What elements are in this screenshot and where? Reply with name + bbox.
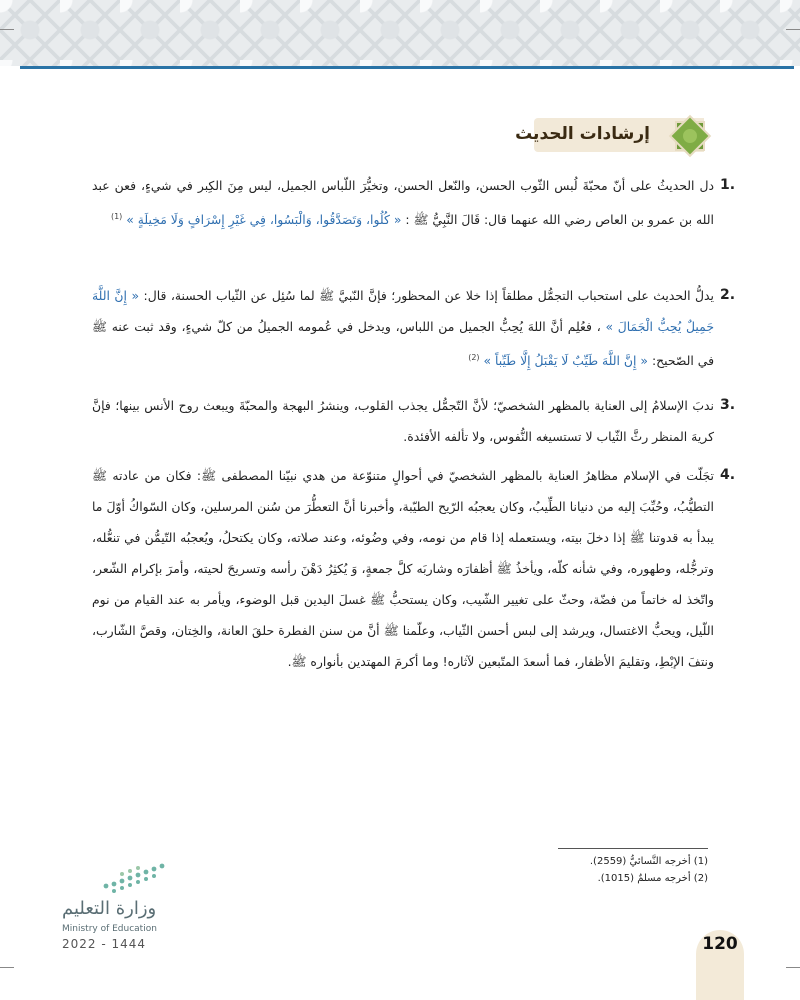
item-text: تجَلّت في الإسلام مظاهرُ العناية بالمظهر الشخصيّ في أحوالٍ متنوّعة من هدي نبيّنا المصطفى ﷺ: فكان من عادته ﷺ التطيُّبُ، وحُبِّبَ إليه من دنيانا الطِّيبُ، وكان يعجبُه الرّيح الطيّبة، وأخبرنا أنَّ التعطُّرَ من سُنن المرسلين، وكان السّواكُ أوّلَ ما يبدأ به قدوتنا ﷺ إذا دخلَ بيته، ويستعمله إذا قام من نومه، وفي وضُوئه، وعند صلاته، وكان يكتحلُ، ويُعجبُه التّيمُّن في تنعُّله، وترجُّله، وطهوره، وفي شأنه كلّه، ويأخذُ ﷺ أظفارَه وشاربَه كلَّ جمعةٍ، وَ يُكثِرُ دَهْنَ رأسه وتسريحَ لحيته، وأمرَ بإكرام الشّعر، واتّخذ له خاتماً من فضّة، وحثّ على تغيير الشّيب، وكان يستحبُّ ﷺ غسلَ اليدين قبل الوضوء، ويأمر به عند القيام من نوم اللّيل، ويحبُّ الاغتسال، ويرشد إلى لبس أحسن الثّياب، وعلّمنا ﷺ أنَّ من سنن الفطرة حلقَ العانة، والخِتان، وقصَّ الشّارب، ونتفَ الإبْطِ، وتقليمَ الأظفار، فما أسعدَ المتّبعين لآثاره! وما أكرمَ المهتدين بأنواره ﷺ. <box>92 468 714 669</box>
crop-mark <box>0 967 14 968</box>
list-item-1 <box>92 170 736 235</box>
top-accent-line <box>20 66 794 69</box>
crop-mark <box>786 29 800 30</box>
item-text: دل الحديثُ على أنّ محبّةَ لُبس الثّوب الحسن، والنّعل الحسن، وتخيُّرَ اللّباس الجميل، ليس مِنَ الكِبر في شيءٍ، فعن عبد الله بن عمرو بن العاص رضي الله عنهما قال: قَالَ النَّبِيُّ ﷺ : <box>92 178 714 228</box>
item-text: ، فعُلِم أنَّ اللهَ يُحِبُّ الجميل من اللباس، ويدخل في عُمومه الجميلُ من كلّ شيءٍ، وقد ثبت عنه ﷺ في الصّحيح: <box>92 319 714 369</box>
hadith-quote: « إِنَّ اللَّهَ طَيِّبٌ لَا يَقْبَلُ إِلَّا طَيِّباً » <box>483 353 648 369</box>
hadith-quote: « إِنَّ اللَّهَ جَمِيلٌ يُحِبُّ الْجَمَالَ » <box>92 288 714 334</box>
ministry-logo-icon <box>100 860 170 894</box>
footnote-2: (2) أخرجه مسلمٌ (1015). <box>597 873 708 884</box>
footnote-divider <box>558 848 708 849</box>
hadith-quote: « كُلُوا، وَتَصَدَّقُوا، وَالْبَسُوا، فِي غَيْرِ إِسْرَافٍ وَلَا مَخِيلَةٍ » <box>126 212 402 228</box>
page-number: 120 <box>702 934 738 954</box>
footnote-ref: (1) <box>110 212 123 221</box>
item-number: 1. <box>720 177 736 193</box>
list-item-2 <box>92 280 736 376</box>
crop-mark <box>786 967 800 968</box>
list-item-4 <box>92 460 736 677</box>
edition-year: 2022 - 1444 <box>62 937 147 951</box>
list-item-3 <box>92 390 736 452</box>
crop-mark <box>0 29 14 30</box>
top-ornament-band <box>0 0 800 66</box>
ministry-name-english: Ministry of Education <box>62 924 157 934</box>
octagram-badge-icon <box>668 114 712 158</box>
item-number: 3. <box>720 397 736 413</box>
footnote-ref: (2) <box>468 353 480 362</box>
footnote-1: (1) أخرجه النَّسائيُّ (2559). <box>589 856 708 867</box>
item-text: يدلُّ الحديث على استحباب التجمُّل مطلقاً إذا خلا عن المحظور؛ فإنَّ النّبيَّ ﷺ لما سُئِل عن الثّياب الحسنة، قال: <box>143 288 714 303</box>
ministry-name-arabic: وزارة التعليم <box>62 898 157 919</box>
item-text: ندبَ الإسلامُ إلى العناية بالمظهر الشخصيّ؛ لأنَّ التّجمُّل يجذب القلوب، وينشرُ البهجة والمحبّةَ ويبعث روح الأنس بينها؛ فإنَّ كريهَ المنظر رثَّ الثّياب لا تستسيغه النُّفوس، ولا تألفه الأفئدة. <box>92 398 714 444</box>
item-number: 2. <box>720 287 736 303</box>
item-number: 4. <box>720 467 736 483</box>
section-title: إرشادات الحديث <box>515 124 650 144</box>
